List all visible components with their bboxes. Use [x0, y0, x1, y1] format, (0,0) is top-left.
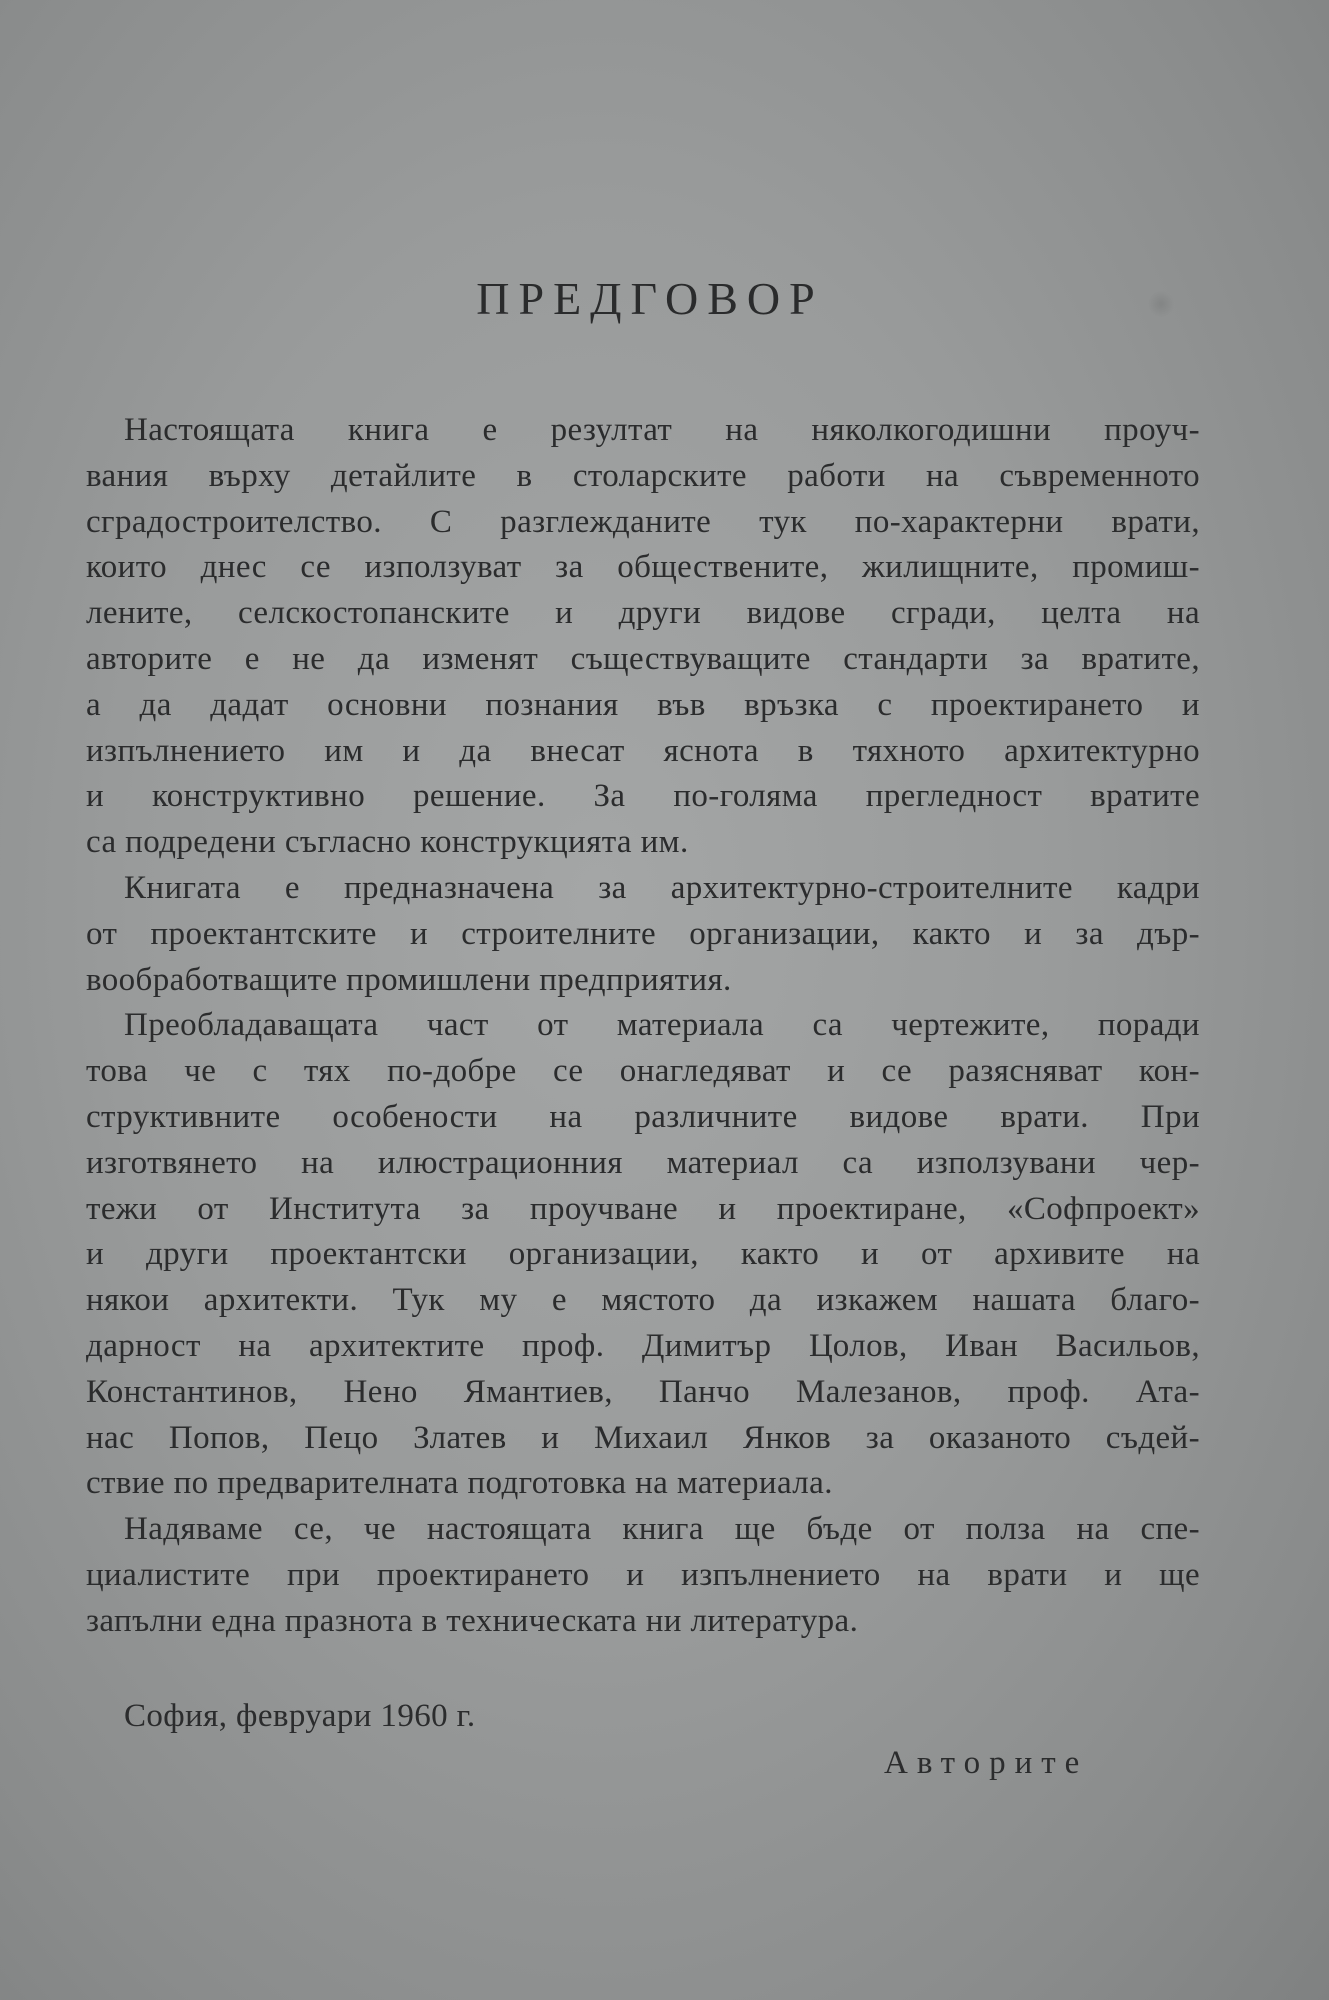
- text-line: а да дадат основни познания във връзка с проектирането и: [86, 686, 1200, 723]
- text-line: Книгата е предназначена за архитектурно-строителните кадри: [124, 869, 1200, 906]
- signature: Авторите: [884, 1745, 1089, 1781]
- text-line: дарност на архитектите проф. Димитър Цолов, Иван Васильов,: [86, 1327, 1200, 1364]
- text-line: авторите е не да изменят съществуващите стандарти за вратите,: [86, 640, 1200, 677]
- text-line: изготвянето на илюстрационния материал са използувани чер-: [86, 1144, 1200, 1181]
- text-line: запълни една празнота в техническата ни литература.: [86, 1602, 859, 1639]
- text-line: от проектантските и строителните организации, както и за дър-: [86, 915, 1200, 952]
- text-line: ствие по предварителната подготовка на материала.: [86, 1465, 833, 1502]
- text-line: Настоящата книга е резултат на няколкогодишни проуч-: [124, 412, 1200, 448]
- text-line: които днес се използуват за обществените, жилищните, промиш-: [86, 549, 1200, 586]
- text-line: и конструктивно решение. За по-голяма прегледност вратите: [86, 778, 1200, 815]
- text-line: изпълнението им и да внесат яснота в тяхното архитектурно: [86, 732, 1200, 769]
- page-title: ПРЕДГОВОР: [476, 273, 824, 324]
- preface-body: [86, 408, 1200, 1645]
- text-line: някои архитекти. Тук му е мястото да изкажем нашата благо-: [86, 1282, 1200, 1319]
- text-line: вообработващите промишлени предприятия.: [86, 961, 732, 998]
- text-line: циалистите при проектирането и изпълнението на врати и ще: [86, 1556, 1200, 1593]
- dateline: София, февруари 1960 г.: [124, 1698, 476, 1734]
- text-line: структивните особености на различните видове врати. При: [86, 1098, 1200, 1135]
- text-line: лените, селскостопанските и други видове сгради, целта на: [86, 595, 1200, 632]
- text-line: тежи от Института за проучване и проектиране, «Софпроект»: [86, 1190, 1200, 1227]
- text-line: това че с тях по-добре се онагледяват и се разясняват кон-: [86, 1053, 1200, 1090]
- text-line: нас Попов, Пецо Златев и Михаил Янков за оказаното съдей-: [86, 1419, 1200, 1456]
- text-line: са подредени съгласно конструкцията им.: [86, 824, 689, 861]
- text-line: Преобладаващата част от материала са чертежите, поради: [124, 1007, 1200, 1044]
- text-line: и други проектантски организации, както и от архивите на: [86, 1236, 1200, 1273]
- text-line: Константинов, Нено Ямантиев, Панчо Малезанов, проф. Ата-: [86, 1373, 1200, 1410]
- text-line: сградостроителство. С разглежданите тук по-характерни врати,: [86, 503, 1200, 540]
- text-line: Надяваме се, че настоящата книга ще бъде от полза на спе-: [124, 1511, 1200, 1548]
- text-line: вания върху детайлите в столарските работи на съвременното: [86, 457, 1200, 494]
